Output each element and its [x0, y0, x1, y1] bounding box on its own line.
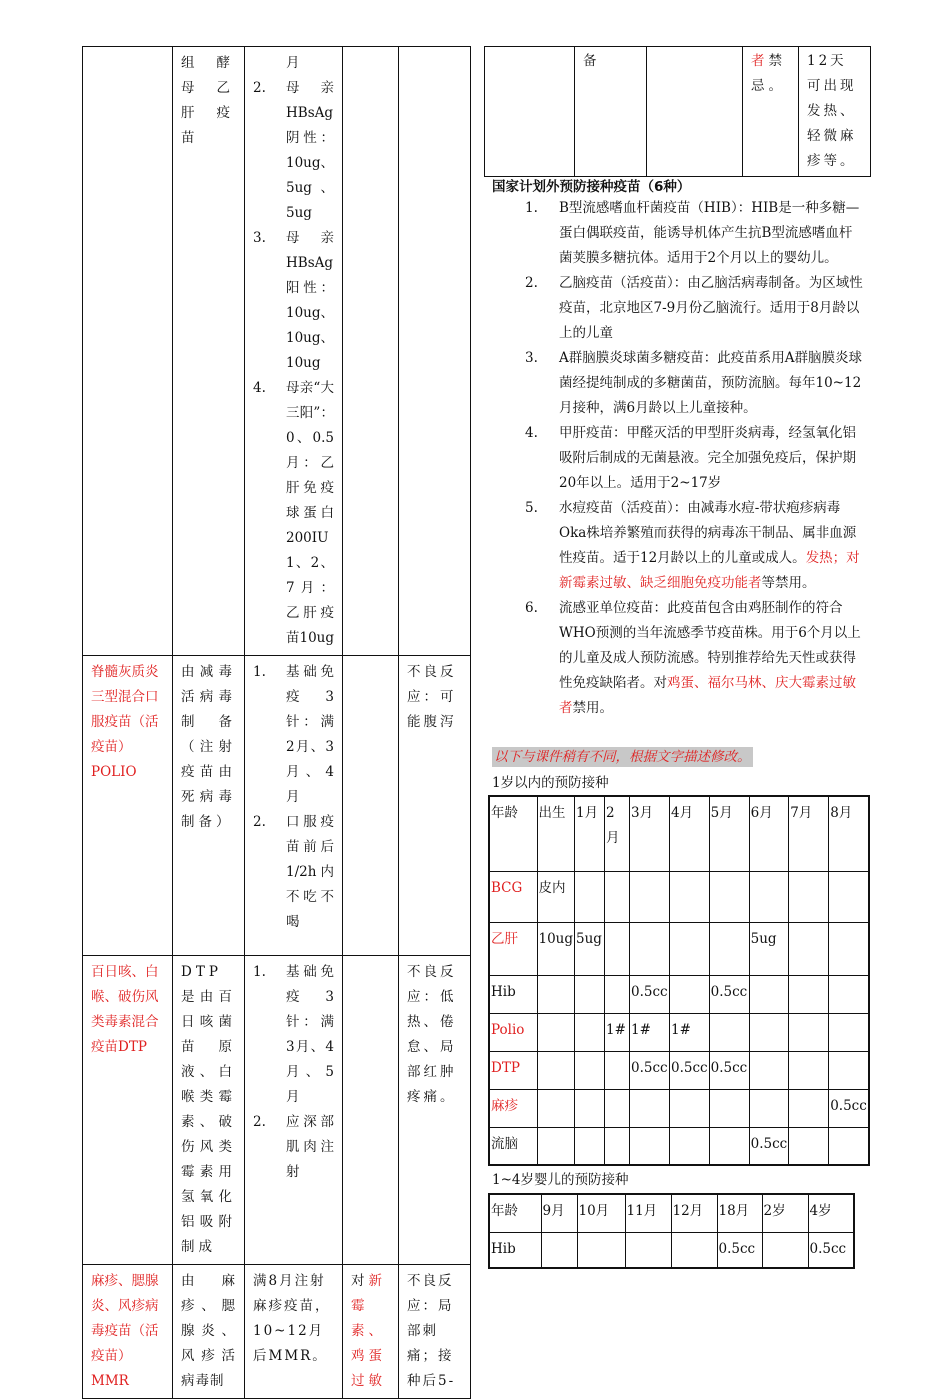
dose-cell [670, 871, 710, 922]
contraindication-cell: 者禁忌。 [743, 47, 799, 177]
list-item: 5. 水痘疫苗（活疫苗）：由减毒水痘-带状疱疹病毒Oka株培养繁殖而获得的病毒冻干制品、属非血源性疫苗。适于12月龄以上的儿童或成人。发热；对新霉素过敏、缺乏细胞免疫功能者等禁用。 [525, 500, 860, 591]
dose-cell [670, 1089, 710, 1127]
column-header: 5月 [709, 796, 749, 871]
dose-cell [709, 1089, 749, 1127]
usage-list [253, 76, 334, 651]
dose-cell [789, 1127, 829, 1165]
dose-cell: 0.5cc [829, 1089, 869, 1127]
usage-cell [245, 956, 343, 1265]
dose-cell [537, 1013, 575, 1051]
dose-cell: 0.5cc [717, 1232, 762, 1268]
dose-cell [575, 1013, 605, 1051]
list-item: 6. 流感亚单位疫苗：此疫苗包含由鸡胚制作的符合WHO预测的当年流感季节疫苗株。用于6个月以上的儿童及成人预防流感。特别推荐给先天性或获得性免疫缺陷者。对鸡蛋、福尔马林、庆大霉素过敏者禁用。 [525, 600, 861, 716]
column-header: 18月 [717, 1194, 762, 1232]
dose-cell [749, 871, 789, 922]
dose-cell [537, 1089, 575, 1127]
list-item: 1. 基础免疫3针：满3月、4月、5月 [253, 964, 335, 1105]
vaccine-label: DTP [489, 1051, 537, 1089]
dose-cell [829, 1051, 869, 1089]
dose-cell [630, 871, 670, 922]
table-row [489, 1127, 869, 1165]
dose-cell [537, 1127, 575, 1165]
column-header: 10月 [577, 1194, 625, 1232]
vaccine-name-cell [485, 47, 575, 177]
dose-cell [789, 922, 829, 975]
usage-cell [245, 47, 343, 656]
dose-cell: 1# [605, 1013, 630, 1051]
list-item: 1. B型流感嗜血杆菌疫苗（HIB）：HIB是一种多糖—蛋白偶联疫苗，能诱导机体产生抗B型流感嗜血杆菌荚膜多糖抗体。适用于2个月以上的婴幼儿。 [525, 200, 860, 266]
dose-cell [709, 1127, 749, 1165]
dose-cell: 皮内 [537, 871, 575, 922]
usage-cell: 满8月注射麻疹疫苗，10~12月后MMR。 [245, 1265, 343, 1399]
dose-cell [789, 975, 829, 1013]
dose-cell [670, 922, 710, 975]
preparation-cell: 组酵母乙肝疫苗 [173, 47, 245, 656]
preparation-cell: 由减毒活病毒制备（注射疫苗由死病毒制备） [173, 656, 245, 956]
dose-cell [749, 1013, 789, 1051]
reaction-cell: 12天可出现发热、轻微麻疹等。 [799, 47, 871, 177]
vaccine-detail-table-continued [484, 46, 871, 177]
list-item: 1. 基础免疫3针：满2月、3月、4月 [253, 664, 335, 805]
preparation-cell: 由麻疹、腮腺炎、风疹活病毒制 [173, 1265, 245, 1399]
dose-cell [789, 871, 829, 922]
dose-cell [749, 1051, 789, 1089]
usage-intro: 月 [286, 55, 300, 71]
table-row [83, 656, 471, 956]
column-header: 4月 [670, 796, 710, 871]
vaccine-label: Hib [489, 975, 537, 1013]
header-row [489, 796, 869, 871]
dose-cell [605, 1127, 630, 1165]
column-header: 11月 [625, 1194, 671, 1232]
column-header: 2月 [605, 796, 630, 871]
dose-cell [541, 1232, 577, 1268]
dose-cell [709, 871, 749, 922]
dose-cell [630, 922, 670, 975]
schedule-body [489, 1194, 854, 1268]
dose-cell [671, 1232, 717, 1268]
dose-cell [749, 1089, 789, 1127]
section-heading: 国家计划外预防接种疫苗（6种） [492, 179, 691, 195]
schedule-table-1-to-4 [488, 1193, 855, 1269]
dose-cell [789, 1013, 829, 1051]
column-header: 年龄 [489, 796, 537, 871]
highlighted-note: 以下与课件稍有不同，根据文字描述修改。 [494, 749, 751, 765]
column-header: 3月 [630, 796, 670, 871]
vaccine-label: BCG [489, 871, 537, 922]
dose-cell [670, 975, 710, 1013]
list-item: 2. 应深部肌肉注射 [253, 1114, 335, 1180]
vaccine-name-cell: 脊髓灰质炎三型混合口服疫苗（活疫苗）POLIO [83, 656, 173, 956]
list-item: 2. 乙脑疫苗（活疫苗）：由乙脑活病毒制备。为区域性疫苗，北京地区7-9月份乙脑流行。适用于8月龄以上的儿童 [525, 275, 863, 341]
dose-cell [605, 922, 630, 975]
dose-cell [630, 1127, 670, 1165]
dose-cell [605, 871, 630, 922]
table-caption: 1~4岁婴儿的预防接种 [492, 1172, 629, 1188]
usage-cell [245, 656, 343, 956]
reaction-cell: 不良反应：低热、倦怠、局部红肿疼痛。 [399, 956, 471, 1265]
column-header: 1月 [575, 796, 605, 871]
table-row [489, 975, 869, 1013]
dose-cell: 0.5cc [709, 975, 749, 1013]
table-row [83, 47, 471, 656]
dose-cell: 5ug [749, 922, 789, 975]
list-item: 2. 口服疫苗前后1/2h内不吃不喝 [253, 814, 335, 930]
preparation-cell: DTP是由百日咳菌苗原液、白喉类霉素、破伤风类霉素用氢氧化铝吸附制成 [173, 956, 245, 1265]
column-header: 出生 [537, 796, 575, 871]
vaccine-detail-table [82, 46, 471, 1399]
dose-cell: 5ug [575, 922, 605, 975]
vaccine-label: Hib [489, 1232, 541, 1268]
dose-cell: 0.5cc [709, 1051, 749, 1089]
column-header: 12月 [671, 1194, 717, 1232]
dose-cell [762, 1232, 808, 1268]
table-row [489, 922, 869, 975]
dose-cell [575, 871, 605, 922]
table-row [489, 1051, 869, 1089]
contraindication-cell [343, 956, 399, 1265]
dose-cell [749, 975, 789, 1013]
column-header: 年龄 [489, 1194, 541, 1232]
vaccine-label: 乙肝 [489, 922, 537, 975]
dose-cell: 10ug [537, 922, 575, 975]
dose-cell [537, 1051, 575, 1089]
usage-list [253, 660, 334, 935]
usage-list [253, 960, 334, 1185]
reaction-cell: 不良反应：可能腹泻 [399, 656, 471, 956]
dose-cell [829, 1013, 869, 1051]
schedule-body [489, 796, 869, 1165]
dose-cell: 0.5cc [749, 1127, 789, 1165]
contraindication-cell: 对新霉素、鸡蛋过敏 [343, 1265, 399, 1399]
preparation-cell: 备 [575, 47, 647, 177]
list-item: 3. A群脑膜炎球菌多糖疫苗：此疫苗系用A群脑膜炎球菌经提纯制成的多糖菌苗，预防流脑。每年10~12月接种，满6月龄以上儿童接种。 [525, 350, 862, 416]
dose-cell: 0.5cc [630, 975, 670, 1013]
dose-cell [605, 1089, 630, 1127]
column-header: 2岁 [762, 1194, 808, 1232]
dose-cell [709, 922, 749, 975]
dose-cell [575, 975, 605, 1013]
table-row [485, 47, 871, 177]
dose-cell [605, 1051, 630, 1089]
vaccine-label: Polio [489, 1013, 537, 1051]
table-row [489, 1013, 869, 1051]
dose-cell [829, 922, 869, 975]
vaccine-name-cell: 麻疹、腮腺炎、风疹病毒疫苗（活疫苗）MMR [83, 1265, 173, 1399]
dose-cell: 0.5cc [808, 1232, 854, 1268]
optional-vaccine-list [525, 196, 865, 721]
contraindication-cell [343, 656, 399, 956]
list-item: 2. 母亲HBsAg阴性：10ug、5ug、5ug [253, 80, 335, 221]
table-row [83, 956, 471, 1265]
table-caption: 1岁以内的预防接种 [492, 775, 609, 791]
reaction-cell: 不良反应：局部刺痛；接种后5- [399, 1265, 471, 1399]
vaccine-label: 流脑 [489, 1127, 537, 1165]
reaction-cell [399, 47, 471, 656]
dose-cell [829, 871, 869, 922]
column-header: 9月 [541, 1194, 577, 1232]
dose-cell: 1# [670, 1013, 710, 1051]
dose-cell [575, 1051, 605, 1089]
vaccine-name-cell [83, 47, 173, 656]
dose-cell: 0.5cc [670, 1051, 710, 1089]
list-item: 4. 母亲“大三阳”：0、0.5月：乙肝免疫球蛋白200IU 1、2、7月：乙肝疫苗10ug [253, 380, 335, 646]
dose-cell [605, 975, 630, 1013]
column-header: 8月 [829, 796, 869, 871]
header-row [489, 1194, 854, 1232]
dose-cell: 1# [630, 1013, 670, 1051]
usage-cell [647, 47, 743, 177]
table-row [489, 871, 869, 922]
dose-cell [789, 1089, 829, 1127]
vaccine-label: 麻疹 [489, 1089, 537, 1127]
dose-cell [625, 1232, 671, 1268]
dose-cell [829, 1127, 869, 1165]
column-header: 7月 [789, 796, 829, 871]
dose-cell [575, 1127, 605, 1165]
table-row [83, 1265, 471, 1399]
column-header: 6月 [749, 796, 789, 871]
table-row [489, 1089, 869, 1127]
schedule-table-under-1 [488, 795, 870, 1166]
dose-cell: 0.5cc [630, 1051, 670, 1089]
dose-cell [789, 1051, 829, 1089]
list-item: 4. 甲肝疫苗：甲醛灭活的甲型肝炎病毒，经氢氧化铝吸附后制成的无菌悬液。完全加强免疫后，保护期20年以上。适用于2~17岁 [525, 425, 856, 491]
dose-cell [577, 1232, 625, 1268]
dose-cell [630, 1089, 670, 1127]
column-header: 4岁 [808, 1194, 854, 1232]
dose-cell [829, 975, 869, 1013]
dose-cell [575, 1089, 605, 1127]
vaccine-name-cell: 百日咳、白喉、破伤风类毒素混合疫苗DTP [83, 956, 173, 1265]
dose-cell [537, 975, 575, 1013]
dose-cell [709, 1013, 749, 1051]
table-row [489, 1232, 854, 1268]
list-item: 3. 母亲HBsAg阳性：10ug、10ug、10ug [253, 230, 335, 371]
contraindication-cell [343, 47, 399, 656]
dose-cell [670, 1127, 710, 1165]
